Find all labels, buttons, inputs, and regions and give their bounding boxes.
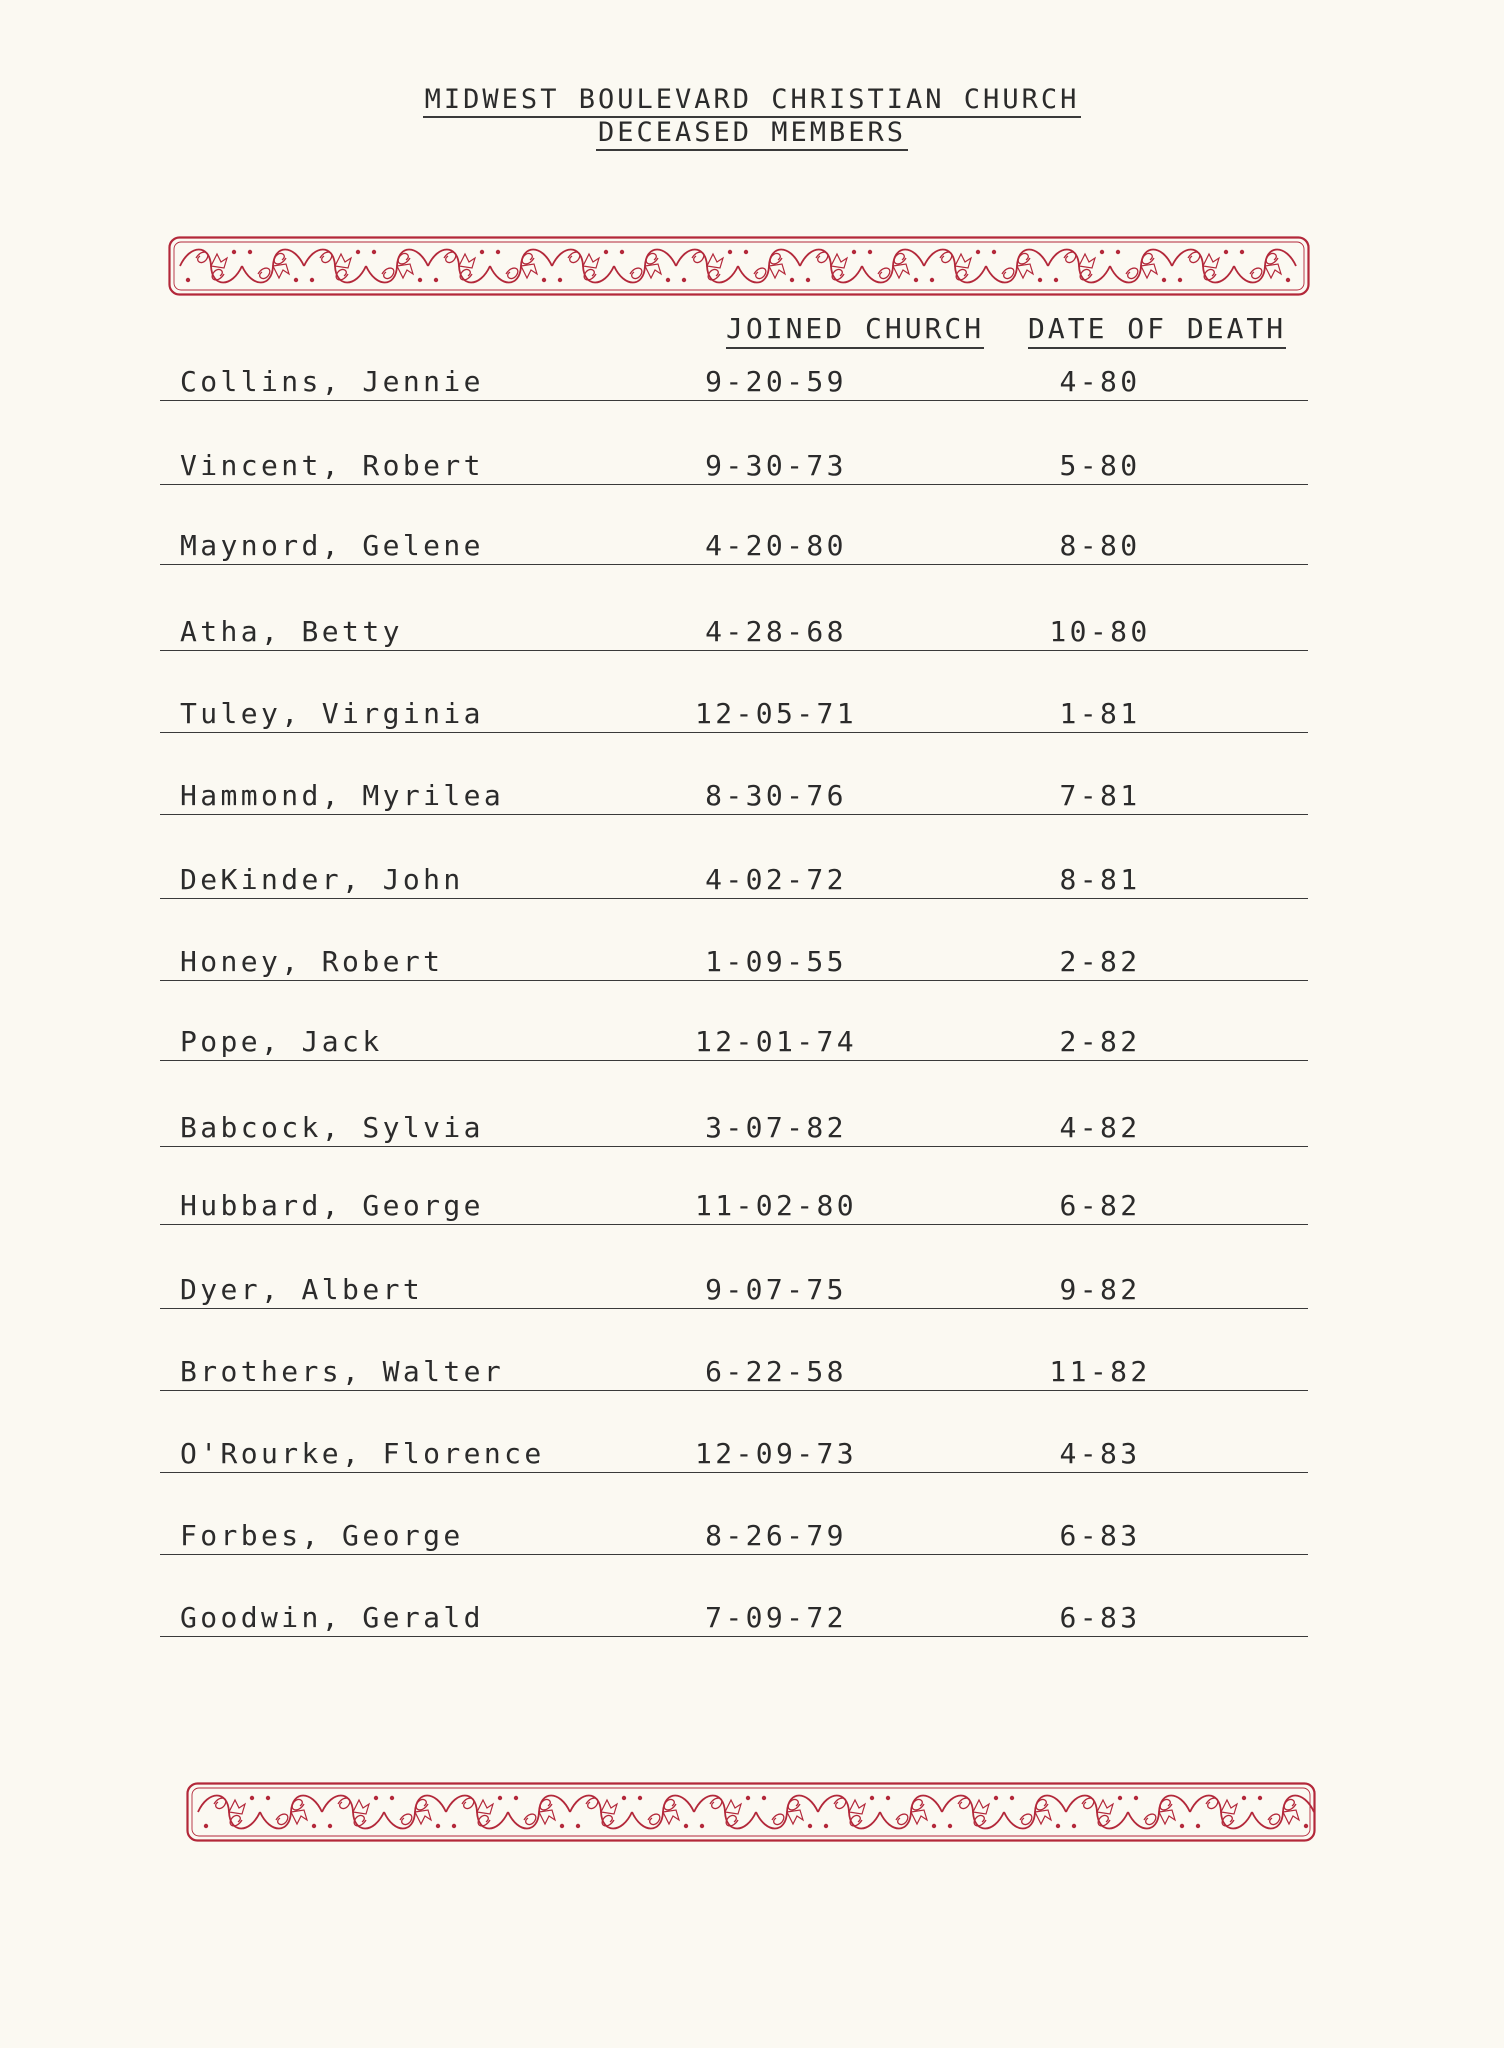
berry-dot [558,278,562,282]
joined-church-date: 8-30-76 [705,779,847,812]
border-frame [170,238,1309,295]
joined-church-date: 9-20-59 [705,365,847,398]
berry-dot [790,278,794,282]
member-name: Brothers, Walter [180,1355,505,1388]
leaf-motif [415,1810,431,1824]
berry-dot [312,1824,316,1828]
scroll-curl [506,268,518,278]
leaf-motif [539,1810,555,1824]
berry-dot [932,1824,936,1828]
berry-dot [870,1796,874,1800]
berry-dot [374,1796,378,1800]
member-name: Forbes, George [180,1519,464,1552]
leaf-motif [459,254,475,268]
berry-dot [746,1796,750,1800]
berry-dot [576,1824,580,1828]
member-name: Babcock, Sylvia [180,1111,484,1144]
member-name: O'Rourke, Florence [180,1437,545,1470]
border-inner-frame [192,1788,1310,1836]
date-of-death: 2-82 [1059,1025,1141,1058]
member-row [160,1020,1308,1061]
member-name: Hammond, Myrilea [180,779,505,812]
berry-dot [434,278,438,282]
member-row [160,1106,1308,1147]
leaf-motif [229,1800,245,1814]
berry-dot [1054,278,1058,282]
date-of-death: 2-82 [1059,945,1141,978]
berry-dot [806,278,810,282]
leaf-motif [583,254,599,268]
date-of-death: 1-81 [1059,697,1141,730]
berry-dot [666,278,670,282]
berry-dot [1162,278,1166,282]
date-of-death: 9-82 [1059,1273,1141,1306]
date-of-death: 10-80 [1049,615,1151,648]
leaf-motif [1159,1810,1175,1824]
berry-dot [250,1796,254,1800]
joined-church-date: 12-05-71 [694,697,858,730]
member-name: Collins, Jennie [180,365,484,398]
scroll-curl [896,1814,908,1824]
member-name: Honey, Robert [180,945,444,978]
leaf-motif [1017,264,1033,278]
berry-dot [992,250,996,254]
leaf-motif [397,264,413,278]
berry-dot [1056,1824,1060,1828]
leaf-motif [1283,1810,1299,1824]
joined-church-date: 12-09-73 [694,1437,858,1470]
berry-dot [266,1796,270,1800]
joined-church-date: 9-30-73 [705,449,847,482]
member-name: Vincent, Robert [180,449,484,482]
joined-church-date: 4-20-80 [705,529,847,562]
berry-dot [808,1824,812,1828]
leaf-motif [353,1800,369,1814]
berry-dot [1196,1824,1200,1828]
member-name: Goodwin, Gerald [180,1601,484,1634]
berry-dot [1242,1796,1246,1800]
leaf-motif [1221,1800,1237,1814]
berry-dot [1286,278,1290,282]
list-subtitle-heading [0,117,1504,151]
scroll-curl [878,268,890,278]
member-row [160,940,1308,981]
berry-dot [620,250,624,254]
member-row [160,1596,1308,1637]
leaf-motif [1265,264,1281,278]
berry-dot [700,1824,704,1828]
scroll-curl [524,1814,536,1824]
member-name: Maynord, Gelene [180,529,484,562]
member-row [160,1350,1308,1391]
berry-dot [930,278,934,282]
berry-dot [886,1796,890,1800]
berry-dot [436,1824,440,1828]
berry-dot [824,1824,828,1828]
berry-dot [356,250,360,254]
joined-church-date: 3-07-82 [705,1111,847,1144]
leaf-motif [769,264,785,278]
leaf-motif [1141,264,1157,278]
leaf-motif [1035,1810,1051,1824]
member-name: Pope, Jack [180,1025,383,1058]
joined-church-date: 9-07-75 [705,1273,847,1306]
member-row [160,524,1308,565]
date-of-death: 8-81 [1059,863,1141,896]
joined-church-date: 4-28-68 [705,615,847,648]
berry-dot [418,278,422,282]
joined-church-date: 6-22-58 [705,1355,847,1388]
joined-church-column-header: JOINED CHURCH [726,312,984,349]
decorative-scroll-border-top [168,236,1310,296]
leaf-motif [911,1810,927,1824]
date-of-death: 6-82 [1059,1189,1141,1222]
date-of-death: 6-83 [1059,1601,1141,1634]
joined-church-date: 11-02-80 [694,1189,858,1222]
decorative-scroll-border-bottom [186,1782,1316,1842]
date-of-death: 6-83 [1059,1519,1141,1552]
berry-dot [684,1824,688,1828]
leaf-motif [725,1800,741,1814]
member-name: Atha, Betty [180,615,403,648]
leaf-motif [1079,254,1095,268]
joined-church-date: 7-09-72 [705,1601,847,1634]
berry-dot [248,250,252,254]
leaf-motif [291,1810,307,1824]
berry-dot [638,1796,642,1800]
joined-church-date: 1-09-55 [705,945,847,978]
leaf-motif [601,1800,617,1814]
leaf-motif [831,254,847,268]
scroll-curl [630,268,642,278]
berry-dot [762,1796,766,1800]
member-row [160,692,1308,733]
list-subtitle-text: DECEASED MEMBERS [596,117,908,151]
joined-church-date: 4-02-72 [705,863,847,896]
berry-dot [496,250,500,254]
date-of-death: 4-82 [1059,1111,1141,1144]
member-row [160,444,1308,485]
leaf-motif [521,264,537,278]
berry-dot [604,250,608,254]
berry-dot [1178,278,1182,282]
berry-dot [390,1796,394,1800]
berry-dot [1072,1824,1076,1828]
leaf-motif [893,264,909,278]
scroll-curl [1268,1814,1280,1824]
berry-dot [514,1796,518,1800]
leaf-motif [335,254,351,268]
scroll-curl [1250,268,1262,278]
date-of-death-column-header: DATE OF DEATH [1028,312,1286,349]
church-name-heading [0,84,1504,118]
berry-dot [852,250,856,254]
member-name: DeKinder, John [180,863,464,896]
member-row [160,1268,1308,1309]
leaf-motif [787,1810,803,1824]
member-row [160,858,1308,899]
berry-dot [914,278,918,282]
berry-dot [1224,250,1228,254]
berry-dot [1010,1796,1014,1800]
scroll-curl [1002,268,1014,278]
berry-dot [452,1824,456,1828]
leaf-motif [955,254,971,268]
berry-dot [542,278,546,282]
berry-dot [622,1796,626,1800]
leaf-motif [707,254,723,268]
date-of-death: 5-80 [1059,449,1141,482]
member-row [160,1184,1308,1225]
berry-dot [994,1796,998,1800]
leaf-motif [1097,1800,1113,1814]
joined-church-date: 12-01-74 [694,1025,858,1058]
berry-dot [948,1824,952,1828]
member-row [160,610,1308,651]
scroll-curl [772,1814,784,1824]
date-of-death: 8-80 [1059,529,1141,562]
berry-dot [310,278,314,282]
member-row [160,1432,1308,1473]
berry-dot [328,1824,332,1828]
scroll-curl [648,1814,660,1824]
member-name: Tuley, Virginia [180,697,484,730]
date-of-death: 4-80 [1059,365,1141,398]
berry-dot [1304,1824,1308,1828]
date-of-death: 11-82 [1049,1355,1151,1388]
joined-church-date: 8-26-79 [705,1519,847,1552]
scroll-curl [382,268,394,278]
date-of-death: 7-81 [1059,779,1141,812]
berry-dot [1180,1824,1184,1828]
member-row [160,774,1308,815]
berry-dot [294,278,298,282]
berry-dot [744,250,748,254]
leaf-motif [663,1810,679,1824]
scroll-curl [400,1814,412,1824]
berry-dot [560,1824,564,1828]
berry-dot [372,250,376,254]
berry-dot [204,1824,208,1828]
scroll-curl [1126,268,1138,278]
leaf-motif [1203,254,1219,268]
berry-dot [498,1796,502,1800]
berry-dot [1134,1796,1138,1800]
member-name: Dyer, Albert [180,1273,424,1306]
leaf-motif [849,1800,865,1814]
member-row [160,1514,1308,1555]
berry-dot [186,278,190,282]
scroll-curl [1020,1814,1032,1824]
member-name: Hubbard, George [180,1189,484,1222]
scroll-curl [276,1814,288,1824]
berry-dot [1240,250,1244,254]
scroll-curl [258,268,270,278]
scroll-curl [754,268,766,278]
leaf-motif [477,1800,493,1814]
berry-dot [868,250,872,254]
berry-dot [976,250,980,254]
scroll-curl [1144,1814,1156,1824]
leaf-motif [645,264,661,278]
berry-dot [1258,1796,1262,1800]
berry-dot [1116,250,1120,254]
leaf-motif [273,264,289,278]
berry-dot [480,250,484,254]
leaf-motif [973,1800,989,1814]
berry-dot [1038,278,1042,282]
berry-dot [1100,250,1104,254]
leaf-motif [211,254,227,268]
berry-dot [728,250,732,254]
church-name-text: MIDWEST BOULEVARD CHRISTIAN CHURCH [423,84,1082,118]
berry-dot [232,250,236,254]
date-of-death: 4-83 [1059,1437,1141,1470]
member-row [160,360,1308,401]
berry-dot [1118,1796,1122,1800]
berry-dot [682,278,686,282]
